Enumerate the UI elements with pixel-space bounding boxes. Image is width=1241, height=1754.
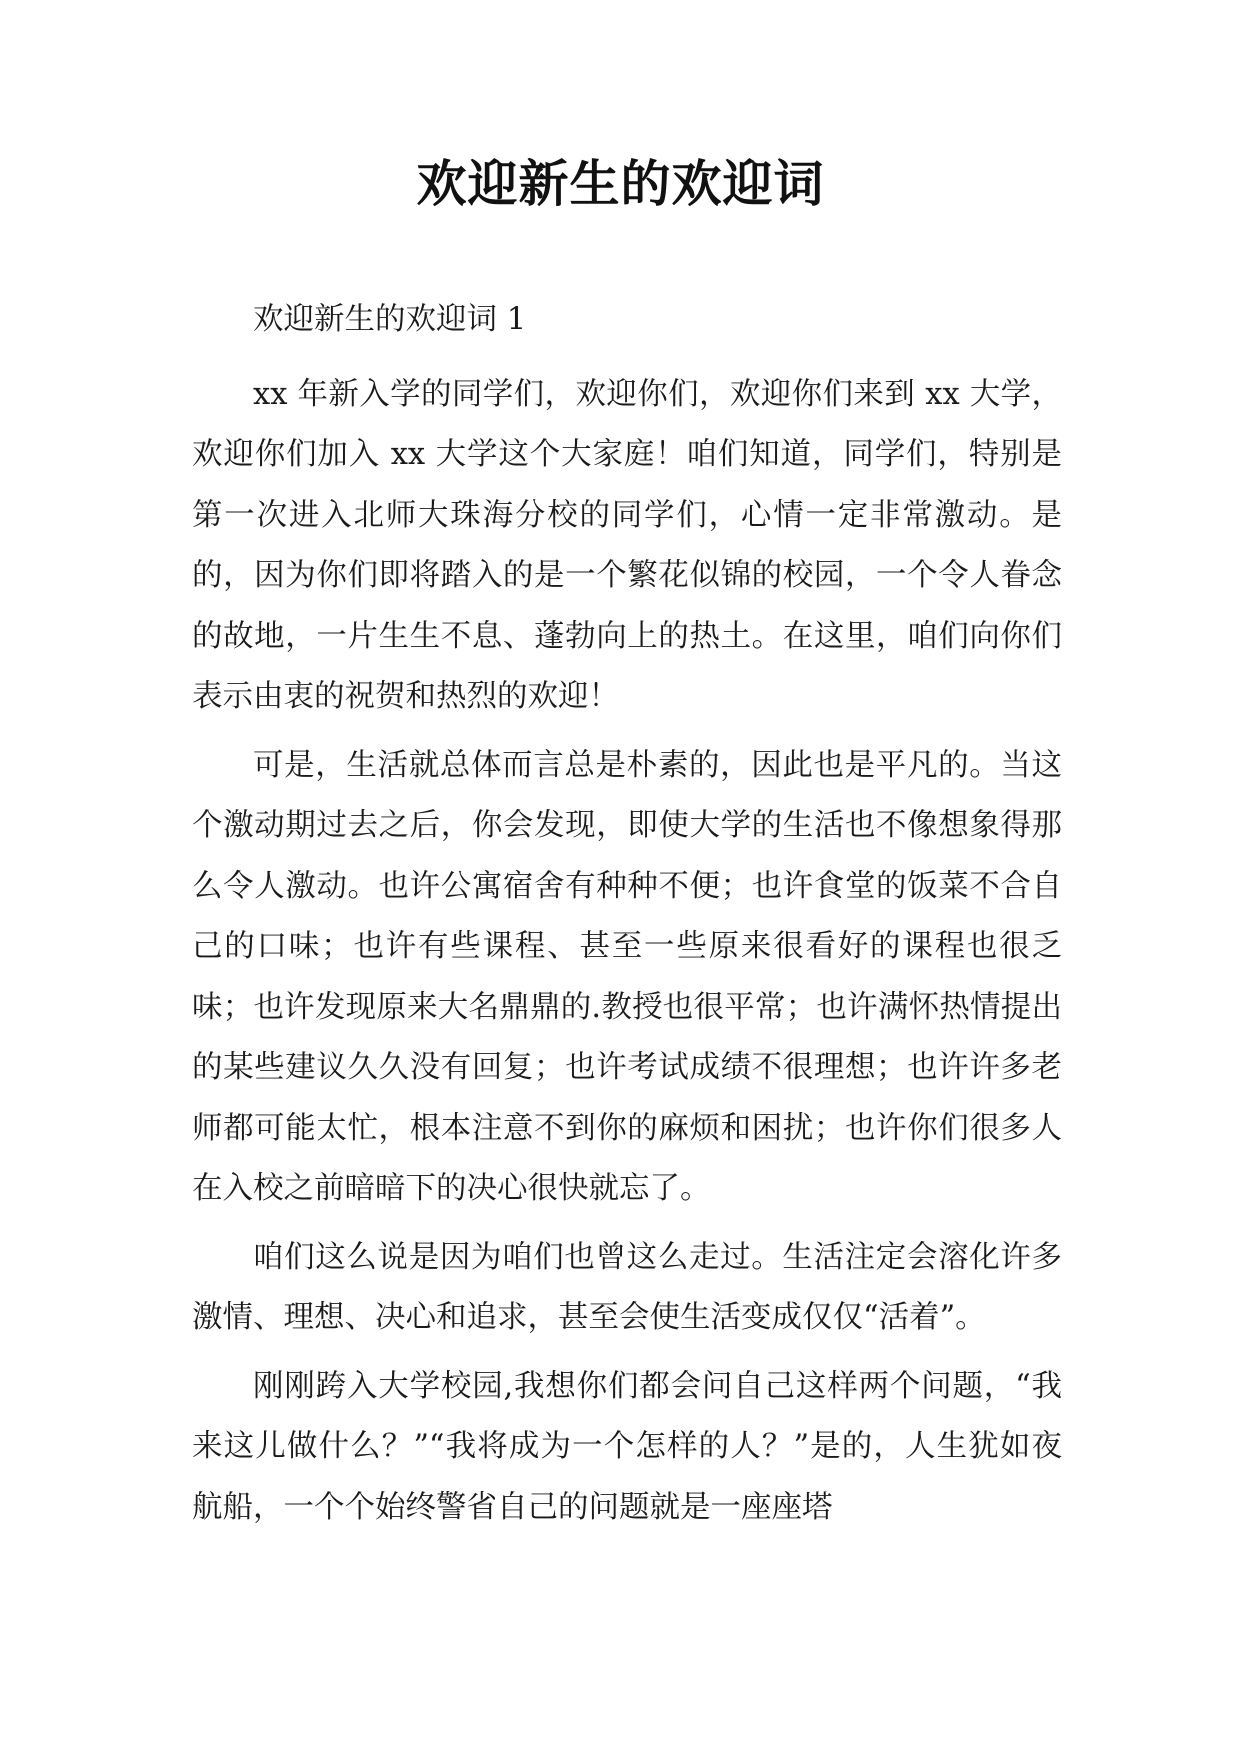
paragraph-3: 咱们这么说是因为咱们也曾这么走过。生活注定会溶化许多激情、理想、决心和追求，甚至会使生活变成仅仅“活着”。 <box>192 1239 1062 1335</box>
paragraph-2: 可是，生活就总体而言总是朴素的，因此也是平凡的。当这个激动期过去之后，你会发现，即使大学的生活也不像想象得那么令人激动。也许公寓宿舍有种种不便；也许食堂的饭菜不合自己的口味；也许有些课程、甚至一些原来很看好的课程也很乏味；也许发现原来大名鼎鼎的.教授也很平常；也许满怀热情提出的某些建议久久没有回复；也许考试成绩不很理想；也许许多老师都可能太忙，根本注意不到你的麻烦和困扰；也许你们很多人在入校之前暗暗下的决心很快就忘了。 <box>192 747 1062 1206</box>
paragraph-1: xx 年新入学的同学们，欢迎你们，欢迎你们来到 xx 大学，欢迎你们加入 xx 大学这个大家庭！咱们知道，同学们，特别是第一次进入北师大珠海分校的同学们，心情一定非常激动。是的，因为你们即将踏入的是一个繁花似锦的校园，一个令人眷念的故地，一片生生不息、蓬勃向上的热土。在这里，咱们向你们表示由衷的祝贺和热烈的欢迎！ <box>192 376 1062 714</box>
document-body <box>192 290 1062 1546</box>
section-heading: 欢迎新生的欢迎词 1 <box>253 302 527 337</box>
document-title: 欢迎新生的欢迎词 <box>416 154 825 213</box>
paragraph-4: 刚刚跨入大学校园,我想你们都会问自己这样两个问题，“我来这儿做什么？”“我将成为一个怎样的人？”是的，人生犹如夜航船，一个个始终警省自己的问题就是一座座塔 <box>192 1368 1062 1525</box>
